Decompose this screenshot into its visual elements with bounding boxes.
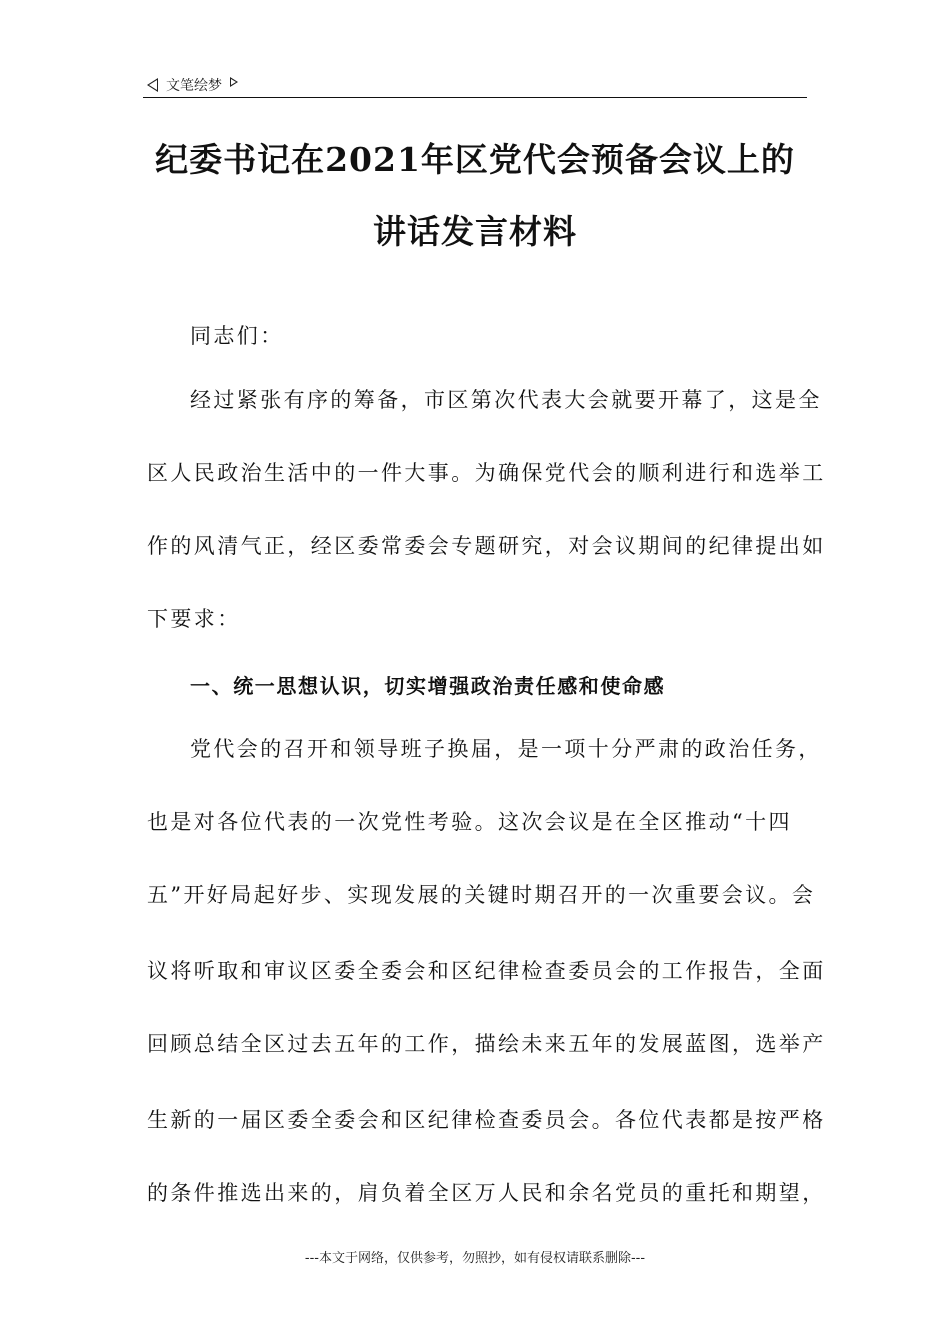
section-heading: 一、统一思想认识，切实增强政治责任感和使命感 bbox=[190, 674, 666, 698]
paragraph-line: 五”开好局起好步、实现发展的关键时期召开的一次重要会议。会 bbox=[147, 883, 816, 907]
paragraph-line: 党代会的召开和领导班子换届，是一项十分严肃的政治任务， bbox=[190, 737, 822, 761]
document-title-line-2: 讲话发言材料 bbox=[373, 212, 577, 251]
paragraph-line: 作的风清气正，经区委常委会专题研究，对会议期间的纪律提出如 bbox=[147, 534, 826, 558]
document-title-line-1: 纪委书记在2021年区党代会预备会议上的 bbox=[155, 140, 795, 179]
header-divider bbox=[143, 97, 807, 98]
paragraph-line: 议将听取和审议区委全委会和区纪律检查委员会的工作报告，全面 bbox=[147, 959, 826, 983]
footer-notice: ---本文于网络，仅供参考，勿照抄，如有侵权请联系删除--- bbox=[304, 1251, 646, 1266]
triangle-left-icon bbox=[147, 78, 158, 92]
document-header bbox=[147, 72, 238, 98]
salutation: 同志们： bbox=[190, 324, 284, 348]
paragraph-line: 经过紧张有序的筹备，市区第次代表大会就要开幕了，这是全 bbox=[190, 388, 822, 412]
paragraph-line: 回顾总结全区过去五年的工作，描绘未来五年的发展蓝图，选举产 bbox=[147, 1032, 826, 1056]
paragraph-line: 下要求： bbox=[147, 607, 241, 631]
paragraph-line: 生新的一届区委全委会和区纪律检查委员会。各位代表都是按严格 bbox=[147, 1108, 826, 1132]
header-brand: 文笔绘梦 bbox=[166, 78, 222, 94]
triangle-right-icon bbox=[230, 77, 238, 87]
paragraph-line: 区人民政治生活中的一件大事。为确保党代会的顺利进行和选举工 bbox=[147, 461, 826, 485]
paragraph-line: 的条件推选出来的，肩负着全区万人民和余名党员的重托和期望， bbox=[147, 1181, 826, 1205]
paragraph-line: 也是对各位代表的一次党性考验。这次会议是在全区推动“十四 bbox=[147, 810, 792, 834]
